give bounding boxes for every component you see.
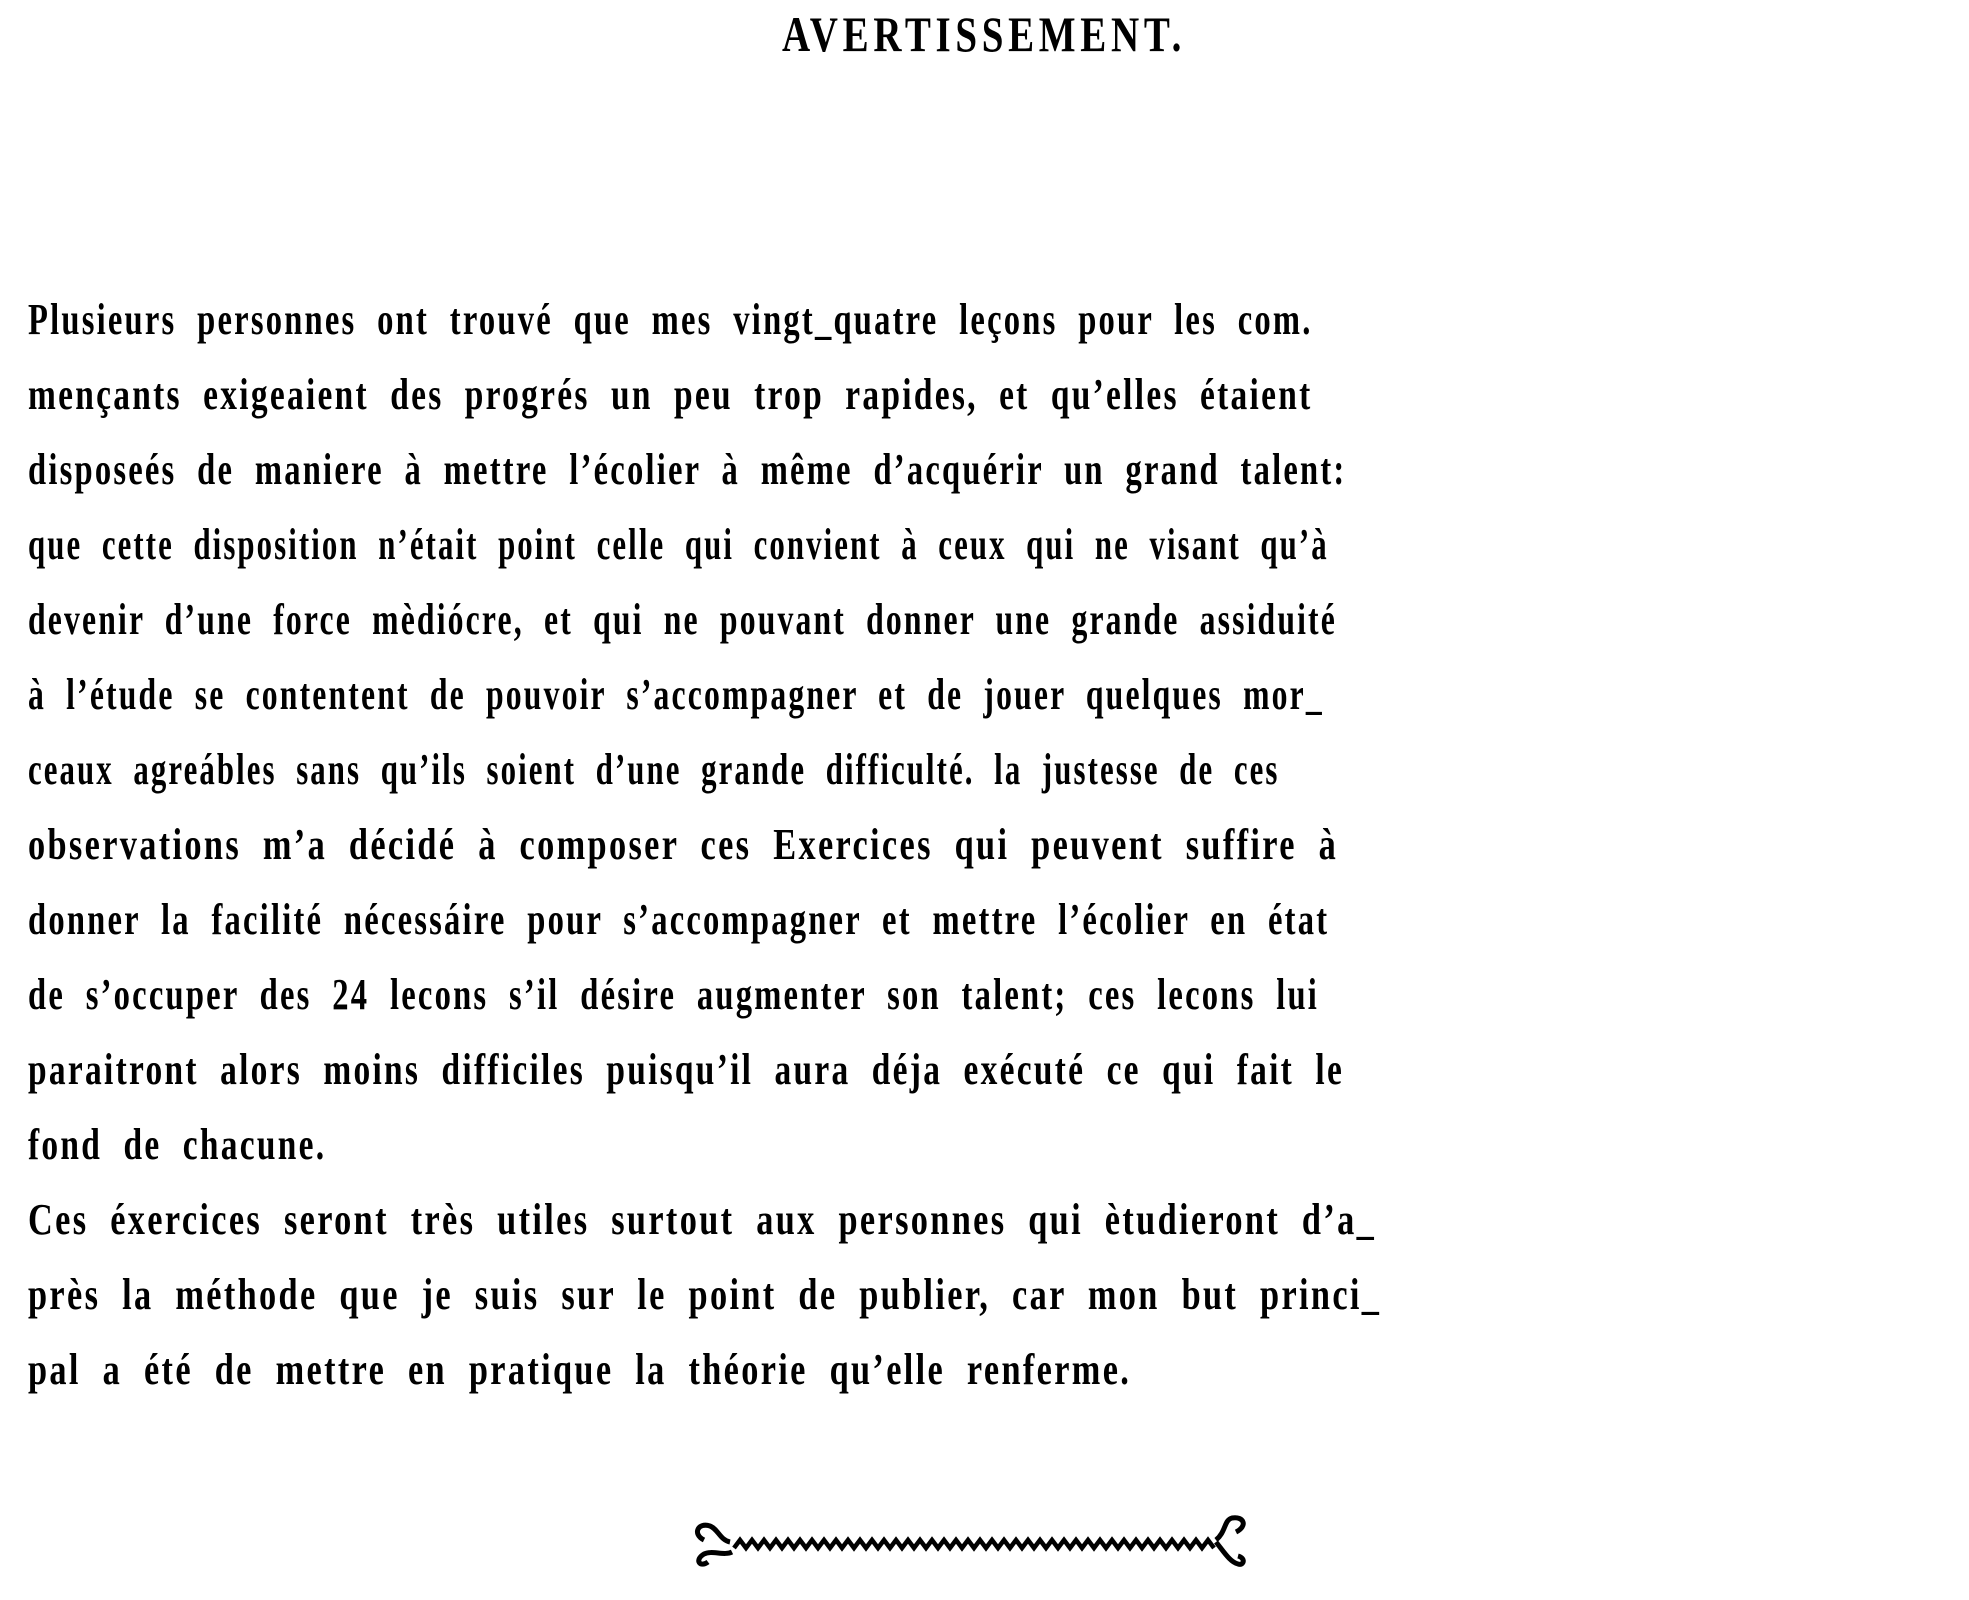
text-line: donner la facilité nécessáire pour s’accompagner et mettre l’écolier en état [28,895,1330,944]
text-line: devenir d’une force mèdiócre, et qui ne pouvant donner une grande assiduité [28,595,1337,644]
text-line: de s’occuper des 24 lecons s’il désire augmenter son talent; ces lecons lui [28,970,1320,1019]
text-line: pal a été de mettre en pratique la théorie qu’elle renferme. [28,1345,1132,1394]
wavy-rule-ornament-icon [690,1512,1250,1572]
text-line: à l’étude se contentent de pouvoir s’accompagner et de jouer quelques mor_ [28,670,1324,719]
text-line: que cette disposition n’était point celle qui convient à ceux qui ne visant qu’à [28,520,1329,569]
text-line: Ces éxercices seront très utiles surtout aux personnes qui ètudieront d’a_ [28,1195,1377,1244]
text-line: observations m’a décidé à composer ces Exercices qui peuvent suffire à [28,820,1339,869]
text-line: Plusieurs personnes ont trouvé que mes vingt_quatre leçons pour les com. [28,295,1313,344]
text-line: ceaux agreábles sans qu’ils soient d’une grande difficulté. la justesse de ces [28,745,1280,794]
text-line: paraitront alors moins difficiles puisqu’il aura déja exécuté ce qui fait le [28,1045,1345,1094]
text-line: disposeés de maniere à mettre l’écolier à même d’acquérir un grand talent: [28,445,1347,494]
paragraph-2 [28,1182,1928,1407]
paragraph-1 [28,282,1928,1182]
text-line: mençants exigeaient des progrés un peu trop rapides, et qu’elles étaient [28,370,1313,419]
text-line: près la méthode que je suis sur le point de publier, car mon but princi_ [28,1270,1382,1319]
text-line: fond de chacune. [28,1120,327,1169]
page-title-text: AVERTISSEMENT. [782,6,1187,62]
page-title [0,4,1969,64]
document-body [28,282,1928,1407]
